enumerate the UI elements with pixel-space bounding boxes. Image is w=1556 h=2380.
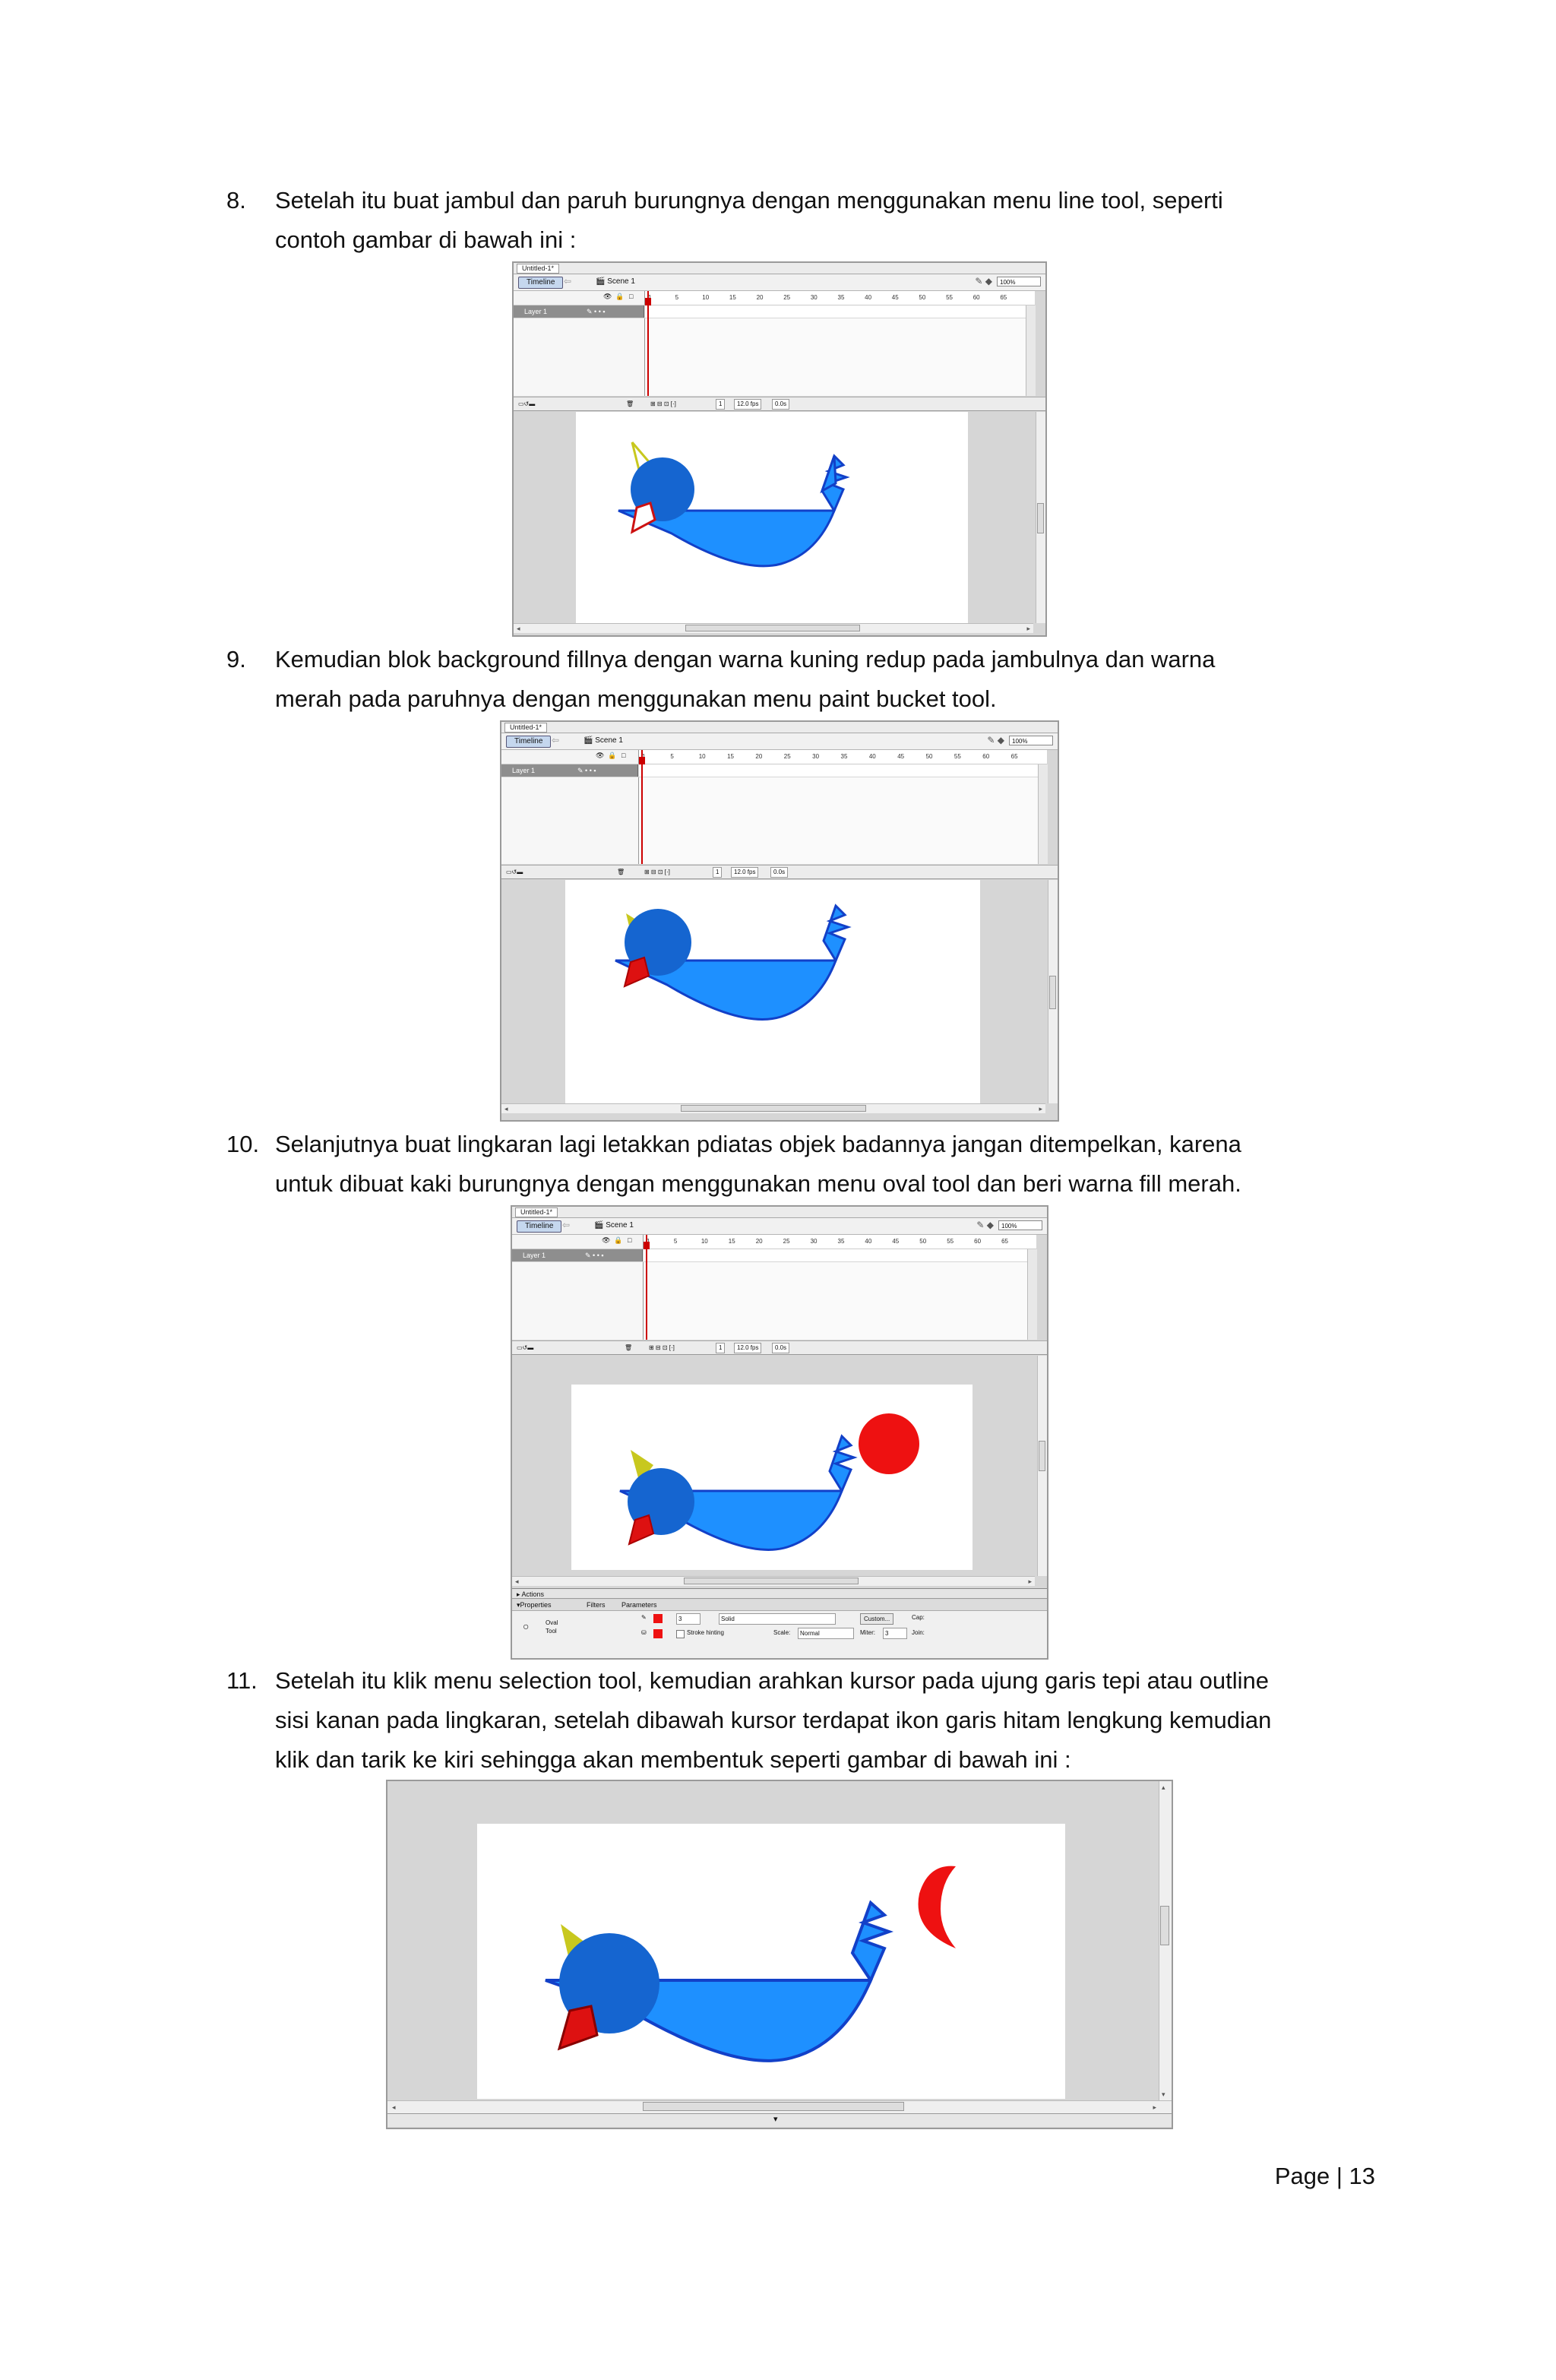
ruler-tick-label: 50 <box>919 1238 927 1245</box>
outline-icon[interactable]: □ <box>628 1236 632 1244</box>
step-text-line: sisi kanan pada lingkaran, setelah dibawah kursor terdapat ikon garis hitam lengkung kemudian <box>275 1707 1272 1733</box>
add-layer-icon[interactable]: ▭↺▬ <box>518 400 536 407</box>
flash-screenshot-1 <box>512 261 1047 637</box>
trash-icon[interactable]: 🗑 <box>617 869 625 875</box>
filters-tab[interactable]: Filters <box>587 1601 606 1609</box>
properties-tab[interactable]: ▾ Properties <box>517 1601 552 1609</box>
back-arrow-icon[interactable]: ⇦ <box>564 276 572 286</box>
ruler-tick-label: 5 <box>670 753 674 760</box>
eye-icon[interactable]: 👁 <box>596 752 605 759</box>
lock-icon[interactable]: 🔒 <box>608 752 617 759</box>
ruler-tick-label: 65 <box>1000 294 1007 301</box>
scroll-right-icon[interactable]: ▸ <box>1028 1578 1032 1585</box>
ruler-tick-label: 10 <box>698 753 706 760</box>
ruler-tick-label: 35 <box>840 753 848 760</box>
ruler-tick-label: 35 <box>837 294 845 301</box>
ruler-tick-label: 25 <box>783 294 791 301</box>
timeline-button[interactable]: Timeline <box>506 736 551 748</box>
actions-panel-header[interactable]: ▸ Actions <box>512 1588 1047 1599</box>
collapse-arrow-icon[interactable]: ▾ <box>773 2115 778 2124</box>
ruler-tick-label: 25 <box>783 1238 790 1245</box>
parameters-tab[interactable]: Parameters <box>621 1601 657 1609</box>
frame-rate: 12.0 fps <box>731 867 758 878</box>
beak <box>629 1515 653 1544</box>
flash-screenshot-2 <box>500 720 1059 1122</box>
scroll-left-icon[interactable]: ◂ <box>517 625 520 632</box>
step-text-line: klik dan tarik ke kiri sehingga akan membentuk seperti gambar di bawah ini : <box>275 1746 1071 1773</box>
scroll-right-icon[interactable]: ▸ <box>1026 625 1030 632</box>
onion-skin-icon[interactable]: ⊞ ⊟ ⊡ [·] <box>649 1344 675 1351</box>
tool-name-line: Tool <box>546 1628 557 1635</box>
ruler-tick-label: 65 <box>1010 753 1018 760</box>
trash-icon[interactable]: 🗑 <box>625 1344 633 1351</box>
step-number: 8. <box>226 187 246 214</box>
ruler-tick-label: 55 <box>954 753 961 760</box>
flash-screenshot-4 <box>386 1780 1173 2129</box>
page-number: Page | 13 <box>1274 2163 1375 2189</box>
lock-icon[interactable]: 🔒 <box>615 293 625 300</box>
zoom-select[interactable]: 100% <box>998 1220 1042 1230</box>
ruler-tick-label: 25 <box>783 753 791 760</box>
ruler-tick-label: 10 <box>701 1238 708 1245</box>
timeline-button[interactable]: Timeline <box>517 1220 561 1233</box>
bird-tail <box>822 456 836 491</box>
ruler-tick-label: 65 <box>1001 1238 1008 1245</box>
foot-crescent <box>919 1866 956 1948</box>
outline-icon[interactable]: □ <box>621 752 626 759</box>
timeline-button[interactable]: Timeline <box>518 277 563 289</box>
join-label: Join: <box>912 1629 925 1636</box>
edit-symbols-icon[interactable]: ✎ ◆ <box>987 735 1004 745</box>
bird-tail <box>852 1903 889 1980</box>
bird-tail <box>830 1436 854 1491</box>
ruler-tick-label: 50 <box>919 294 926 301</box>
step-text-line: merah pada paruhnya dengan menggunakan menu paint bucket tool. <box>275 685 997 712</box>
scale-label: Scale: <box>773 1629 791 1636</box>
current-frame: 1 <box>716 399 725 410</box>
ruler-tick-label: 45 <box>892 1238 900 1245</box>
stroke-style-select[interactable]: Solid <box>719 1613 836 1625</box>
ruler-tick-label: 15 <box>728 1238 735 1245</box>
pencil-icon: ✎ • • ▪ <box>577 767 596 774</box>
step-text-line: untuk dibuat kaki burungnya dengan menggunakan menu oval tool dan beri warna fill merah. <box>275 1170 1241 1197</box>
ruler-tick-label: 55 <box>947 1238 954 1245</box>
scene-label[interactable]: 🎬 Scene 1 <box>596 277 635 286</box>
ruler-tick-label: 5 <box>673 1238 678 1245</box>
bird-drawing <box>387 1781 1172 2128</box>
ruler-tick-label: 30 <box>810 294 818 301</box>
ruler-tick-label: 20 <box>756 294 764 301</box>
scale-select[interactable]: Normal <box>798 1628 854 1639</box>
scroll-down-icon[interactable]: ▾ <box>1162 2090 1165 2098</box>
zoom-select[interactable]: 100% <box>997 277 1041 286</box>
scroll-left-icon[interactable]: ◂ <box>515 1578 519 1585</box>
scene-label[interactable]: 🎬 Scene 1 <box>594 1221 634 1230</box>
layer-name: Layer 1 <box>524 308 548 315</box>
onion-skin-icon[interactable]: ⊞ ⊟ ⊡ [·] <box>650 400 676 407</box>
step-text-line: Setelah itu buat jambul dan paruh burungnya dengan menggunakan menu line tool, seperti <box>275 187 1223 214</box>
miter-input[interactable]: 3 <box>883 1628 907 1639</box>
scroll-right-icon[interactable]: ▸ <box>1153 2103 1156 2111</box>
zoom-select[interactable]: 100% <box>1009 736 1053 745</box>
bird-drawing <box>512 1207 1047 1658</box>
ruler-tick-label: 60 <box>972 294 980 301</box>
ruler-tick-label: 60 <box>974 1238 982 1245</box>
ruler-tick-label: 55 <box>946 294 953 301</box>
step-number: 11. <box>226 1667 258 1694</box>
elapsed-time: 0.0s <box>772 1343 789 1353</box>
lock-icon[interactable]: 🔒 <box>614 1236 623 1244</box>
foot-circle <box>859 1413 919 1474</box>
bucket-icon[interactable]: ⛁ <box>641 1629 647 1636</box>
ruler-tick-label: 15 <box>729 294 736 301</box>
ruler-tick-label: 20 <box>755 753 763 760</box>
scroll-left-icon[interactable]: ◂ <box>504 1105 508 1112</box>
step-text-line: contoh gambar di bawah ini : <box>275 226 577 253</box>
bird-tail <box>824 906 848 961</box>
step-text-line: Setelah itu klik menu selection tool, kemudian arahkan kursor pada ujung garis tepi atau outline <box>275 1667 1269 1694</box>
actions-label: Actions <box>521 1590 545 1598</box>
trash-icon[interactable]: 🗑 <box>626 400 634 407</box>
step-text-line: Selanjutnya buat lingkaran lagi letakkan pdiatas objek badannya jangan ditempelkan, karena <box>275 1131 1241 1157</box>
eye-icon[interactable]: 👁 <box>602 1236 611 1244</box>
ruler-tick-label: 45 <box>897 753 905 760</box>
cap-label: Cap: <box>912 1614 925 1621</box>
scroll-up-icon[interactable]: ▴ <box>1162 1783 1165 1791</box>
ruler-tick-label: 45 <box>891 294 899 301</box>
bird-drawing <box>501 722 1058 1120</box>
elapsed-time: 0.0s <box>772 399 789 410</box>
step-text-line: Kemudian blok background fillnya dengan warna kuning redup pada jambulnya dan warna <box>275 646 1216 673</box>
back-arrow-icon[interactable]: ⇦ <box>562 1220 571 1230</box>
miter-label: Miter: <box>860 1629 875 1636</box>
pencil-icon: ✎ • • ▪ <box>587 308 606 315</box>
beak-outline <box>632 503 655 532</box>
ruler-tick-label: 50 <box>925 753 933 760</box>
layer-name: Layer 1 <box>523 1252 546 1259</box>
scene-label[interactable]: 🎬 Scene 1 <box>584 736 623 745</box>
scroll-right-icon[interactable]: ▸ <box>1039 1105 1042 1112</box>
ruler-tick-label: 30 <box>810 1238 818 1245</box>
pencil-icon: ✎ • • ▪ <box>585 1252 604 1259</box>
frame-rate: 12.0 fps <box>734 399 761 410</box>
pencil-icon[interactable]: ✎ <box>641 1614 647 1621</box>
document-tab[interactable]: Untitled-1* <box>517 264 559 274</box>
ruler-tick-label: 5 <box>675 294 679 301</box>
tool-name-line: Oval <box>546 1619 558 1626</box>
ruler-tick-label: 20 <box>755 1238 763 1245</box>
ruler-tick-label: 10 <box>702 294 710 301</box>
onion-skin-icon[interactable]: ⊞ ⊟ ⊡ [·] <box>644 869 670 875</box>
step-number: 9. <box>226 646 246 673</box>
ruler-tick-label: 35 <box>837 1238 845 1245</box>
eye-icon[interactable]: 👁 <box>603 293 612 300</box>
frame-rate: 12.0 fps <box>734 1343 761 1353</box>
ruler-tick-label: 40 <box>865 1238 872 1245</box>
stroke-hinting-label: Stroke hinting <box>687 1629 724 1636</box>
ruler-tick-label: 30 <box>812 753 820 760</box>
outline-icon[interactable]: □ <box>629 293 634 300</box>
layer-name: Layer 1 <box>512 767 536 774</box>
ruler-tick-label: 40 <box>865 294 872 301</box>
document-tab[interactable]: Untitled-1* <box>504 723 547 733</box>
stroke-width-input[interactable]: 3 <box>676 1613 701 1625</box>
flash-screenshot-3 <box>511 1205 1048 1660</box>
ruler-tick-label: 60 <box>982 753 990 760</box>
add-layer-icon[interactable]: ▭↺▬ <box>506 869 523 875</box>
beak <box>559 2006 597 2049</box>
add-layer-icon[interactable]: ▭↺▬ <box>517 1344 534 1351</box>
custom-button[interactable]: Custom... <box>860 1613 893 1625</box>
edit-symbols-icon[interactable]: ✎ ◆ <box>975 276 992 286</box>
step-number: 10. <box>226 1131 260 1157</box>
ruler-tick-label: 40 <box>868 753 876 760</box>
oval-tool-icon: ○ <box>523 1620 530 1632</box>
elapsed-time: 0.0s <box>770 867 788 878</box>
document-tab[interactable]: Untitled-1* <box>515 1207 558 1217</box>
scroll-left-icon[interactable]: ◂ <box>392 2103 396 2111</box>
bird-drawing <box>514 263 1045 635</box>
ruler-tick-label: 15 <box>727 753 734 760</box>
back-arrow-icon[interactable]: ⇦ <box>552 735 560 745</box>
edit-symbols-icon[interactable]: ✎ ◆ <box>976 1220 994 1230</box>
current-frame: 1 <box>716 1343 725 1353</box>
current-frame: 1 <box>713 867 722 878</box>
